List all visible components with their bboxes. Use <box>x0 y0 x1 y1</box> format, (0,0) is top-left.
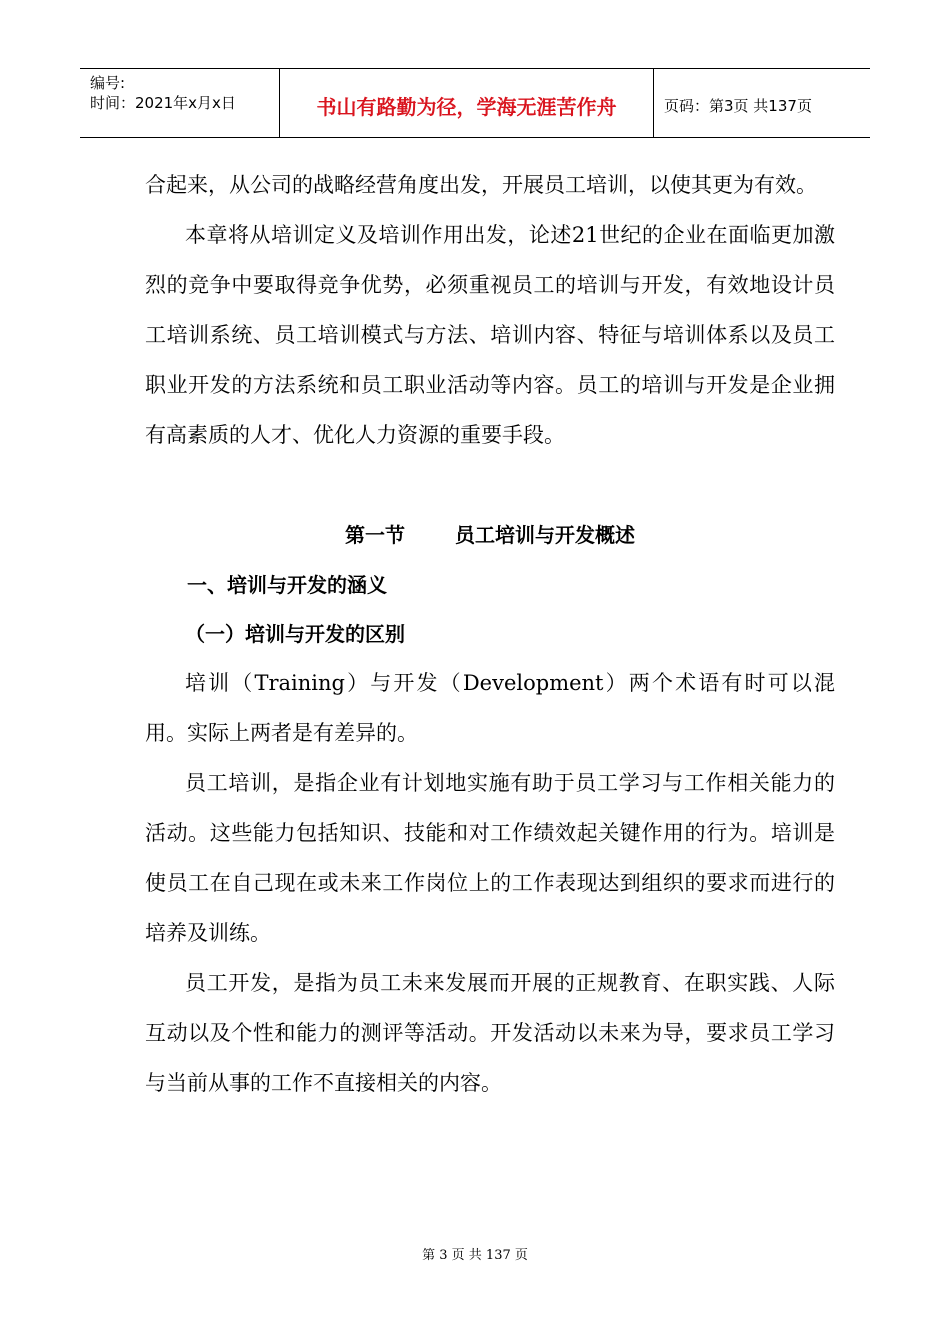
page-footer: 第 3 页 共 137 页 <box>422 1248 528 1263</box>
heading-level-2: （一）培训与开发的区别 <box>185 622 405 646</box>
page-header <box>80 68 870 138</box>
section-name: 员工培训与开发概述 <box>455 523 635 547</box>
document-body <box>145 160 835 1108</box>
header-motto: 书山有路勤为径，学海无涯苦作舟 <box>280 69 654 137</box>
header-number-label: 编号: <box>90 74 126 92</box>
paragraph-3: 培训（Training）与开发（Development）两个术语有时可以混用。实际上两者是有差异的。 <box>145 671 835 745</box>
paragraph-4: 员工培训，是指企业有计划地实施有助于员工学习与工作相关能力的活动。这些能力包括知识、技能和对工作绩效起关键作用的行为。培训是使员工在自己现在或未来工作岗位上的工作表现达到组织的要求而进行的培养及训练。 <box>145 771 835 945</box>
section-title <box>145 510 835 560</box>
paragraph-1: 合起来，从公司的战略经营角度出发，开展员工培训，以使其更为有效。 <box>145 173 817 197</box>
section-number: 第一节 <box>345 523 405 547</box>
paragraph-2: 本章将从培训定义及培训作用出发，论述21世纪的企业在面临更加激烈的竞争中要取得竞争优势，必须重视员工的培训与开发，有效地设计员工培训系统、员工培训模式与方法、培训内容、特征与培训体系以及员工职业开发的方法系统和员工职业活动等内容。员工的培训与开发是企业拥有高素质的人才、优化人力资源的重要手段。 <box>145 223 835 447</box>
header-time-label: 时间：2021年x月x日 <box>90 94 236 112</box>
heading-level-1: 一、培训与开发的涵义 <box>187 573 387 597</box>
spacer <box>145 460 835 510</box>
header-meta-cell <box>80 69 280 137</box>
paragraph-5: 员工开发，是指为员工未来发展而开展的正规教育、在职实践、人际互动以及个性和能力的测评等活动。开发活动以未来为导，要求员工学习与当前从事的工作不直接相关的内容。 <box>145 971 835 1095</box>
header-page-label: 页码：第3页 共137页 <box>664 96 812 115</box>
